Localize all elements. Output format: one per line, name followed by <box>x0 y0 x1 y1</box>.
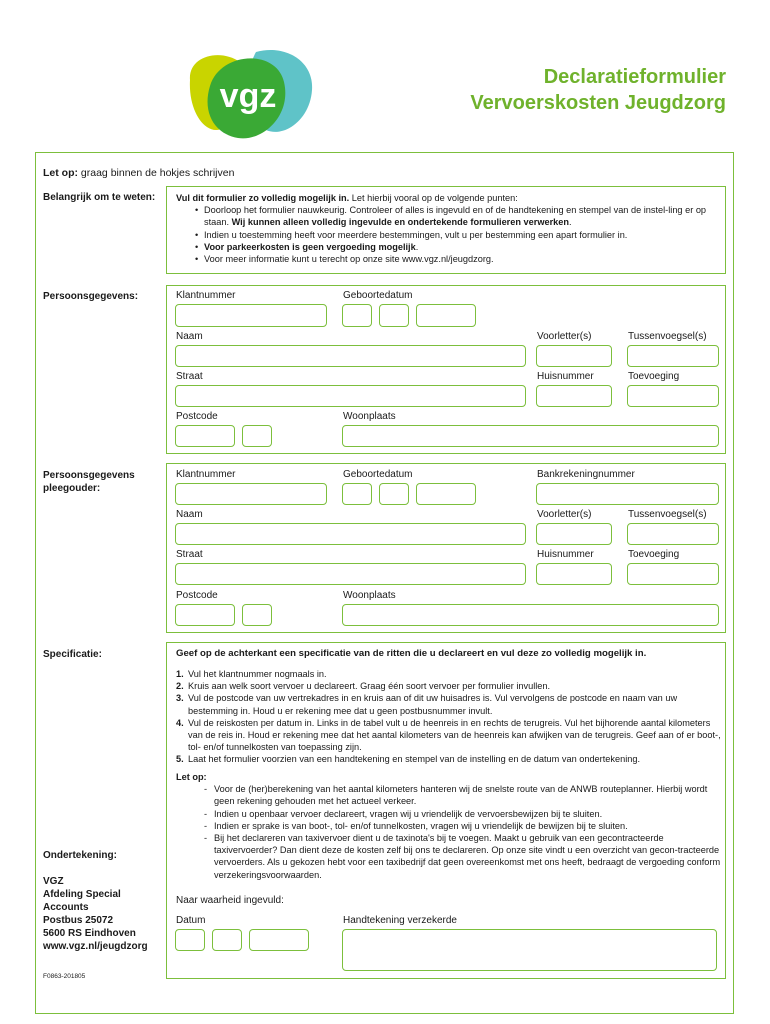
personal-addition-label: Toevoeging <box>628 371 680 382</box>
sign-month-field[interactable] <box>212 929 242 951</box>
personal-postcode-letters-field[interactable] <box>242 425 272 447</box>
foster-city-field[interactable] <box>342 604 719 626</box>
personal-initials-label: Voorletter(s) <box>537 331 592 342</box>
foster-initials-label: Voorletter(s) <box>537 509 592 520</box>
personal-client-number-field[interactable] <box>175 304 327 327</box>
personal-birth-date-label: Geboortedatum <box>343 290 413 301</box>
sign-day-field[interactable] <box>175 929 205 951</box>
spec-note-item: - Voor de (her)berekening van het aantal kilometers hanteren wij de snelste route van de ANWB routeplanner. Hierbij wordt geen rekening gehouden met het actueel verkeer. <box>214 783 721 807</box>
foster-label: Persoonsgegevens pleegouder: <box>43 470 135 494</box>
address-line: 5600 RS Eindhoven <box>43 928 136 939</box>
important-label: Belangrijk om te weten: <box>43 192 156 203</box>
foster-prefix-label: Tussenvoegsel(s) <box>628 509 707 520</box>
spec-label: Specificatie: <box>43 649 102 660</box>
personal-prefix-label: Tussenvoegsel(s) <box>628 331 707 342</box>
personal-postcode-label: Postcode <box>176 411 218 422</box>
personal-name-field[interactable] <box>175 345 526 367</box>
personal-city-label: Woonplaats <box>343 411 396 422</box>
foster-house-number-label: Huisnummer <box>537 549 594 560</box>
foster-birth-month-field[interactable] <box>379 483 409 505</box>
spec-steps <box>176 668 721 766</box>
foster-initials-field[interactable] <box>536 523 612 545</box>
spec-note-item: - Bij het declareren van taxivervoer dient u de taxinota's bij te voegen. Maakt u gebruik van een gecontracteerde taxivervoerder? Dan dient deze de kosten zelf bij ons te declareren. Op onze site vindt u een overzicht van gecon-tracteerde vervoerders. Als u gekozen hebt voor een taxibedrijf dat geen overeenkomst met ons heeft, bedraagt de vergoeding conform verzekeringsvoorwaarden. <box>214 832 721 881</box>
spec-note-item: - Indien u openbaar vervoer declareert, vragen wij u vriendelijk de vervoersbewijzen bij te sluiten. <box>214 808 721 820</box>
vgz-logo <box>180 46 316 142</box>
truthful-label: Naar waarheid ingevuld: <box>176 895 284 906</box>
title-line-2: Vervoerskosten Jeugdzorg <box>470 92 726 114</box>
title-line-1: Declaratieformulier <box>543 66 726 88</box>
important-bullet-3: • Voor parkeerkosten is geen vergoeding mogelijk. <box>204 241 719 253</box>
foster-birth-day-field[interactable] <box>342 483 372 505</box>
foster-bank-account-field[interactable] <box>536 483 719 505</box>
sign-label: Ondertekening: <box>43 850 117 861</box>
personal-birth-month-field[interactable] <box>379 304 409 327</box>
important-bullet-2: • Indien u toestemming heeft voor meerdere bestemmingen, vult u per bestemming een apart formulier in. <box>204 229 719 241</box>
foster-addition-field[interactable] <box>627 563 719 585</box>
foster-house-number-field[interactable] <box>536 563 612 585</box>
personal-birth-year-field[interactable] <box>416 304 476 327</box>
spec-step: 1. Vul het klantnummer nogmaals in. <box>176 669 327 679</box>
spec-heading: Geef op de achterkant een specificatie van de ritten die u declareert en vul deze zo volledig mogelijk in. <box>176 648 647 659</box>
spec-step: 5. Laat het formulier voorzien van een handtekening en stempel van de instelling en de datum van ondertekening. <box>176 754 641 765</box>
fill-note-label: Let op: <box>43 167 78 179</box>
spec-step: 3. Vul de postcode van uw vertrekadres in en kruis aan of dit uw huisadres is. Vul vervolgens de postcode en naam van uw bestemming in. Houd u er rekening mee dat u geen postbusnummer invult. <box>176 693 678 716</box>
personal-street-field[interactable] <box>175 385 526 407</box>
fill-note-text: graag binnen de hokjes schrijven <box>78 167 235 179</box>
personal-prefix-field[interactable] <box>627 345 719 367</box>
address-line: www.vgz.nl/jeugdzorg <box>43 941 148 952</box>
address-line: VGZ <box>43 876 64 887</box>
spec-step: 2. Kruis aan welk soort vervoer u declareert. Graag één soort vervoer per formulier invullen. <box>176 681 551 692</box>
foster-prefix-field[interactable] <box>627 523 719 545</box>
important-box <box>166 186 726 274</box>
form-code: F0863-201805 <box>43 973 86 980</box>
signature-label: Handtekening verzekerde <box>343 915 457 926</box>
address-line: Postbus 25072 <box>43 915 114 926</box>
foster-bank-account-label: Bankrekeningnummer <box>537 469 635 480</box>
personal-city-field[interactable] <box>342 425 719 447</box>
foster-client-number-label: Klantnummer <box>176 469 236 480</box>
spec-notes <box>176 771 721 881</box>
foster-client-number-field[interactable] <box>175 483 327 505</box>
spec-step: 4. Vul de reiskosten per datum in. Links in de tabel vult u de heenreis in en rechts de terugreis. Vul het bijhorende aantal kilometers van de reis in. Houd er rekening mee dat het aantal kilometers van de heenreis kan afwijken van de terugreis. Geef aan of er boot-, tol- en/of tunnelkosten van toepassing zijn. <box>176 717 721 753</box>
foster-birth-date-label: Geboortedatum <box>343 469 413 480</box>
fill-note <box>43 167 234 180</box>
spec-note-title: Let op: <box>176 772 207 782</box>
spec-note-item: - Indien er sprake is van boot-, tol- en/of tunnelkosten, vragen wij u vriendelijk de bewijzen bij te sluiten. <box>214 820 721 832</box>
address-line: Afdeling Special <box>43 889 121 900</box>
foster-postcode-label: Postcode <box>176 590 218 601</box>
important-bullet-4: • Voor meer informatie kunt u terecht op onze site www.vgz.nl/jeugdzorg. <box>204 253 719 265</box>
important-intro-bold: Vul dit formulier zo volledig mogelijk in. <box>176 193 350 203</box>
foster-postcode-digits-field[interactable] <box>175 604 235 626</box>
foster-postcode-letters-field[interactable] <box>242 604 272 626</box>
foster-name-label: Naam <box>176 509 203 520</box>
personal-postcode-digits-field[interactable] <box>175 425 235 447</box>
foster-city-label: Woonplaats <box>343 590 396 601</box>
personal-label: Persoonsgegevens: <box>43 291 139 302</box>
form-title <box>470 64 726 116</box>
personal-initials-field[interactable] <box>536 345 612 367</box>
personal-birth-day-field[interactable] <box>342 304 372 327</box>
important-bullet-1: • Doorloop het formulier nauwkeurig. Controleer of alles is ingevuld en of de handtekening en stempel van de instel-ling er op staan. Wij kunnen alleen volledig ingevulde en ondertekende formulieren verwerken. <box>204 204 719 228</box>
foster-addition-label: Toevoeging <box>628 549 680 560</box>
personal-street-label: Straat <box>176 371 203 382</box>
return-address <box>43 875 148 953</box>
foster-street-field[interactable] <box>175 563 526 585</box>
foster-birth-year-field[interactable] <box>416 483 476 505</box>
personal-addition-field[interactable] <box>627 385 719 407</box>
important-intro-rest: Let hierbij vooral op de volgende punten: <box>349 193 518 203</box>
foster-street-label: Straat <box>176 549 203 560</box>
date-label: Datum <box>176 915 206 926</box>
personal-house-number-label: Huisnummer <box>537 371 594 382</box>
sign-year-field[interactable] <box>249 929 309 951</box>
signature-field[interactable] <box>342 929 717 971</box>
personal-client-number-label: Klantnummer <box>176 290 236 301</box>
personal-name-label: Naam <box>176 331 203 342</box>
foster-name-field[interactable] <box>175 523 526 545</box>
important-text <box>176 192 719 265</box>
address-line: Accounts <box>43 902 89 913</box>
personal-house-number-field[interactable] <box>536 385 612 407</box>
logo-text: vgz <box>219 77 277 115</box>
